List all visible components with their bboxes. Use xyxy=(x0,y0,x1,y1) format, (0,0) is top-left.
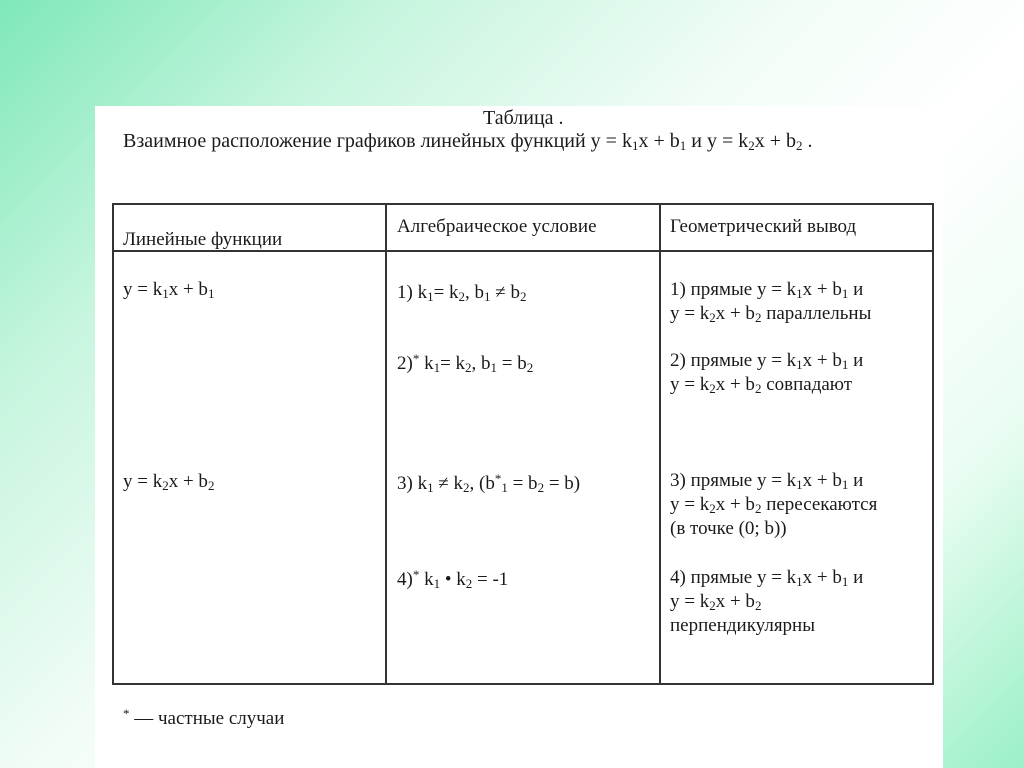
document-caption: Взаимное расположение графиков линейных функций $y = k_1x + b_1$ и $y = k_2x + b_2$ . xyxy=(123,130,813,153)
function-2: $y = k_2x + b_2$ xyxy=(123,471,215,493)
conclusion-3-line-3: (в точке (0; b)) xyxy=(670,518,787,539)
conclusion-2-line-2: $y = k_2x + b_2$ совпадают xyxy=(670,374,853,396)
conclusion-3-line-1: 3) прямые $y = k_1x + b_1$ и xyxy=(670,470,864,492)
header-geometric-conclusion: Геометрический вывод xyxy=(670,216,857,237)
conclusion-4 xyxy=(670,566,863,638)
conclusion-1 xyxy=(670,278,871,326)
header-algebraic-condition: Алгебраическое условие xyxy=(397,216,597,237)
condition-4: 4)* $k_1$ • $k_2 = -1$ xyxy=(397,567,509,591)
conclusion-3-line-2: $y = k_2x + b_2$ пересекаются xyxy=(670,494,878,516)
conclusion-4-line-2: $y = k_2x + b_2$ xyxy=(670,591,762,613)
conclusion-1-line-1: 1) прямые $y = k_1x + b_1$ и xyxy=(670,279,864,301)
conclusion-4-line-1: 4) прямые $y = k_1x + b_1$ и xyxy=(670,567,864,589)
condition-1: 1) $k_1= k_2$, $b_1 \ne b_2$ xyxy=(397,282,527,304)
conclusion-2 xyxy=(670,349,863,397)
footnote xyxy=(123,708,284,730)
function-1: $y = k_1x + b_1$ xyxy=(123,279,215,301)
header-linear-functions: Линейные функции xyxy=(123,229,283,250)
footnote-asterisk: * xyxy=(123,706,130,721)
condition-3: 3) $k_1 \ne k_2$, $(b^*_1 = b_2 = b)$ xyxy=(397,471,581,495)
conclusion-4-line-3: перпендикулярны xyxy=(670,615,815,636)
conclusion-3 xyxy=(670,469,877,541)
document-title: Таблица . xyxy=(483,107,564,129)
conclusion-1-line-2: $y = k_2x + b_2$ параллельны xyxy=(670,303,872,325)
condition-2: 2)* $k_1= k_2$, $b_1 = b_2$ xyxy=(397,351,534,375)
footnote-text: — частные случаи xyxy=(129,708,285,729)
conclusion-2-line-1: 2) прямые $y = k_1x + b_1$ и xyxy=(670,350,864,372)
